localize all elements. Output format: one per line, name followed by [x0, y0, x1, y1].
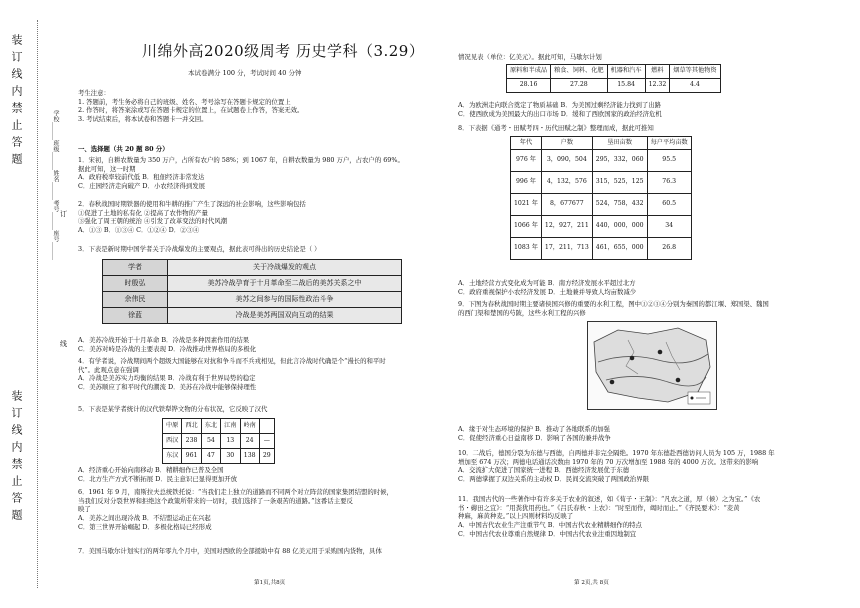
table-header-cell: 原料和半成品: [507, 65, 551, 79]
table-cell: 1066 年: [511, 216, 542, 238]
table-header-cell: 岭南: [240, 419, 259, 434]
table-cell: 3，090，504: [541, 150, 592, 172]
table-cell: 976 年: [511, 150, 542, 172]
table-cell: 29: [259, 449, 274, 464]
q7-table: [506, 64, 721, 93]
q4-options-line: A．冷战是美苏实力均衡的结果 B．冷战有利于世界局势的稳定: [78, 374, 256, 383]
question-7-options: [458, 101, 828, 118]
table-row: [511, 238, 692, 260]
table-cell: 美苏之间参与的国际性政治斗争: [168, 292, 402, 308]
q4-stem-line: 代”。此观点意在强调: [78, 365, 139, 374]
q4-stem-line: 4．有学者说，冷战期间两个超级大国能够在对抗和争斗而不兵戎相见，但此言冷战时代确是个“漫长的和平时: [78, 357, 386, 365]
table-cell: 30: [221, 449, 240, 464]
q6-stem-line: 映了: [78, 505, 91, 514]
q10-stem-line: 10．二战后，德国分裂为东德与西德，自两德并非完全隔绝。1970 年东德赴西德访问人员为 105 万，1988 年: [458, 449, 775, 457]
table-cell: 238: [182, 434, 201, 449]
q11-options-line: A．中国古代农业生产注重节气 B．中国古代农业精耕细作的特点: [458, 520, 642, 529]
question-7-start: 7．美国马歇尔计划实行的两年零九个月中，美国对西欧的全部援助中有 88 亿美元用于采购国内货物，具体: [78, 547, 382, 555]
q1-stem-line: 1．宋初，自耕农数量为 350 万户，占所有农户的 58%；到 1067 年，自耕农数量为 980 万户，占农户的 69%。: [78, 156, 404, 164]
question-5-options: [78, 466, 448, 483]
table-cell: 8，677677: [541, 194, 592, 216]
table-cell: 34: [647, 216, 691, 238]
q2-statement-line: ③强化了周王朝的统治 ④引发了改革变法的时代风潮: [78, 217, 228, 226]
seam-char-line: 线: [60, 340, 67, 348]
question-2: [78, 200, 448, 235]
table-cell: 24: [240, 434, 259, 449]
q5-table: [162, 418, 275, 464]
binding-dotted-line: [37, 20, 38, 588]
table-header-cell: 学者: [103, 260, 168, 276]
table-cell: 138: [240, 449, 259, 464]
note-item: 2. 作答时，将答案涂或写在答题卡规定的位置上，在试题卷上作答，答案无效。: [78, 106, 304, 115]
q1-options-line: C．庄园经济走向破产 D．小农经济得到发展: [78, 181, 206, 190]
table-cell: 54: [201, 434, 220, 449]
q4-options-line: C．美苏顺应了和平时代的潮流 D．美苏在冷战中能够保持理性: [78, 382, 257, 391]
table-cell: 461，655，000: [592, 238, 647, 260]
table-cell: 315，525，125: [592, 172, 647, 194]
table-header-cell: 烟草等其他物资: [670, 65, 720, 79]
q7-options-line: A．为欧洲走向联合奠定了物质基础 B．为美国过剩经济能力找到了出路: [458, 101, 662, 109]
q3-table: [102, 259, 402, 324]
table-header-cell: 机器和汽车: [607, 65, 645, 79]
table-header-cell: 粮食、饲料、化肥: [551, 65, 608, 79]
table-header-cell: 中原: [163, 419, 182, 434]
q11-stem-line: 书・薅田之宜》：“用粪犹用药也。”《吕氏春秋・上农》：“时至而作，竭时而止。”《齐民要术》：“麦黄: [458, 503, 740, 512]
table-header-cell: 户数: [541, 137, 592, 150]
notes-heading: 考生注意：: [78, 89, 110, 97]
q5-options-line: A．经济重心开始向南移动 B．精耕细作已普及全国: [78, 466, 224, 474]
table-cell: 1083 年: [511, 238, 542, 260]
table-cell: 295，332，060: [592, 150, 647, 172]
table-cell: 76.3: [647, 172, 691, 194]
page-number-right: 第 2页,共 8页: [574, 580, 609, 586]
binding-strip-top: [0, 34, 36, 244]
q9-stem-line: 的西门渠和楚国的芍陂，这些水利工程的兴修: [458, 308, 586, 317]
table-cell: 440，000，000: [592, 216, 647, 238]
q10-options-line: A．交流扩大促进了国家统一进程 B．西德经济发展优于东德: [458, 466, 630, 475]
q11-stem-line: 种麻，麻黄种麦。”以上四则材料均反映了: [458, 512, 574, 521]
question-7-cont: 情况见表（单位：亿美元）。据此可知，马歇尔计划: [458, 53, 602, 61]
q11-stem-line: 11．我国古代的一些著作中有许多关于农业的叙述，如《荀子・王制》：“凡农之道，厚（候）之为宝。”《农: [458, 495, 761, 503]
page-right: [452, 0, 844, 608]
q8-options-line: C．政府重视保护小农经济发展 D．土地兼并导致人均亩数减少: [458, 287, 637, 296]
question-11: [458, 495, 828, 538]
table-row: [507, 79, 721, 93]
table-row: [103, 276, 402, 292]
table-row: [511, 150, 692, 172]
table-header-cell: [259, 419, 274, 434]
table-row: [511, 216, 692, 238]
question-9-options: [458, 425, 828, 442]
table-cell: 95.5: [647, 150, 691, 172]
table-cell: 13: [221, 434, 240, 449]
table-cell: 冷战是美苏两国双向互动的结果: [168, 308, 402, 324]
table-header-cell: 西北: [182, 419, 201, 434]
table-header-cell: 垦田亩数: [592, 137, 647, 150]
table-header-cell: 江南: [221, 419, 240, 434]
q5-options-line: C．北方生产方式不断拓展 D．民主意识已显得更加开放: [78, 474, 238, 483]
question-10: [458, 449, 828, 484]
table-cell: 60.5: [647, 194, 691, 216]
table-cell: 徐蓝: [103, 308, 168, 324]
q7-options-line: C．使西欧成为美国最大的出口市场 D．缓和了西欧国家的政治经济危机: [458, 109, 662, 118]
question-6: [78, 488, 448, 531]
table-cell: 美苏冷战孕育于十月革命至二战后的美苏关系之中: [168, 276, 402, 292]
q8-table: [510, 136, 692, 260]
table-cell: 17，211，713: [541, 238, 592, 260]
question-4: [78, 357, 448, 392]
table-cell: 28.16: [507, 79, 551, 93]
table-cell: 15.84: [607, 79, 645, 93]
binding-warning-bottom: 装订线内禁止答题: [10, 390, 23, 526]
q6-stem-line: 6．1961 年 9 月，南斯拉夫总统铁托说：“当我们走上独立的道路而不同两个对立阵营的国家集团结盟的时候，: [78, 488, 393, 496]
table-cell: 4，132，576: [541, 172, 592, 194]
question-1: [78, 156, 448, 191]
question-5-stem: 5．下表是某学者统计的汉代铁犁铧文物的分布状况，它反映了汉代: [78, 405, 268, 413]
section-heading: 一、选择题（共 20 题 80 分）: [78, 145, 169, 153]
question-8-stem: 8．下表据《通考・田赋考四・历代田赋之制》整理而成，据此可推知: [458, 124, 654, 132]
page-number-left: 第1页,共8页: [254, 580, 286, 586]
q6-options-line: C．第三世界开始崛起 D．多极化格局已经形成: [78, 522, 212, 531]
q9-water-projects-map: [587, 321, 717, 410]
table-cell: 26.8: [647, 238, 691, 260]
binding-warning-top: 装订线内禁止答题: [10, 34, 23, 170]
page-left: [72, 0, 448, 608]
q1-stem-line: 据此可知，这一时期: [78, 164, 136, 173]
question-3-options: [78, 336, 448, 353]
table-row: [163, 419, 275, 434]
q2-options-line: A．①③ B．①③④ C．①②④ D．②③④: [78, 225, 200, 234]
question-3-stem: 3．下表是新时期中国学者关于冷战爆发的主要观点，据此表可得出的历史结论是（ ）: [78, 245, 321, 253]
table-row: [103, 308, 402, 324]
table-row: [103, 260, 402, 276]
table-row: [511, 194, 692, 216]
table-header-cell: 燃料: [645, 65, 670, 79]
note-item: 1. 答题前，考生务必将自己的班级、姓名、考号涂写在答题卡规定的位置上: [78, 97, 291, 106]
table-cell: 27.28: [551, 79, 608, 93]
table-header-cell: 关于冷战爆发的观点: [168, 260, 402, 276]
table-cell: 996 年: [511, 172, 542, 194]
table-cell: 时殷弘: [103, 276, 168, 292]
exam-title: 川绵外高2020级周考 历史学科（3.29）: [142, 42, 425, 60]
student-info-fields: 学校______班级______姓名______考号______座号______: [52, 110, 59, 260]
table-row: [511, 172, 692, 194]
table-cell: 12，927，211: [541, 216, 592, 238]
table-header-cell: 东北: [201, 419, 220, 434]
table-header-cell: 年代: [511, 137, 542, 150]
map-illustration: [588, 322, 716, 409]
table-cell: 余伟民: [103, 292, 168, 308]
q3-options-line: C．美苏对峙是冷战的主要表现 D．冷战推动世界格局的多极化: [78, 344, 257, 353]
table-cell: —: [259, 434, 274, 449]
table-cell: 47: [201, 449, 220, 464]
q9-options-line: C．促使经济重心日益南移 D．影响了各国的兼并战争: [458, 433, 611, 442]
q3-options-line: A．美苏冷战开始于十月革命 B．冷战是多种因素作用的结果: [78, 336, 250, 344]
table-row: [103, 292, 402, 308]
table-row: [163, 434, 275, 449]
q6-options-line: A．美苏之间出现冷战 B．不结盟运动正在兴起: [78, 513, 211, 522]
q1-options-line: A．政府税率较前代低 B．租佃经济非常发达: [78, 173, 205, 182]
exam-subtitle: 本试卷满分 100 分，考试时间 40 分钟: [188, 69, 302, 77]
table-row: [511, 137, 692, 150]
table-cell: 12.32: [645, 79, 670, 93]
table-row: [163, 449, 275, 464]
binding-strip-bottom: [0, 390, 36, 595]
table-header-cell: 每户平均亩数: [647, 137, 691, 150]
q9-stem-line: 9．下图为春秋战国时期主要诸侯国兴修的重要的水利工程，图中①②③④分别为秦国的都江堰、郑国渠、魏国: [458, 300, 769, 308]
question-8-options: [458, 279, 828, 296]
seam-char-order: 订: [60, 210, 67, 218]
table-cell: 961: [182, 449, 201, 464]
table-cell: 1021 年: [511, 194, 542, 216]
q9-options-line: A．缘于对生态环境的保护 B．推动了各地联系的加强: [458, 425, 610, 433]
note-item: 3. 考试结束后，将本试卷和答题卡一并交回。: [78, 114, 208, 123]
q11-options-line: C．中国古代农业尊重自然规律 D．中国古代农业注重因地制宜: [458, 529, 637, 538]
table-row: [507, 65, 721, 79]
exam-notes: [78, 89, 438, 124]
q6-stem-line: 当我们反对分裂世界和拒绝这个政策所带来的一切时，我们选择了一条艰苦的道路。”这番话主要反: [78, 496, 353, 505]
table-cell: 西汉: [163, 434, 182, 449]
q10-options-line: C．两德掌握了双边关系的主动权 D．民间交流突破了两国政治界限: [458, 474, 649, 483]
q2-statement-line: ①促进了土地的私有化 ②提高了农作物的产量: [78, 208, 208, 217]
table-cell: 东汉: [163, 449, 182, 464]
table-cell: 4.4: [670, 79, 720, 93]
q2-stem-line: 2．春秋战国时期铁器的使用和牛耕的推广产生了深远的社会影响，这些影响包括: [78, 200, 306, 208]
q8-options-line: A．土地经营方式变化成为可能 B．南方经济发展水平超过北方: [458, 279, 636, 287]
question-9-stem: [458, 300, 828, 317]
q10-stem-line: 增加至 674 万次；两德电话通话次数由 1970 年的 70 万次增加至 1988 年的 4000 万次。这带来的影响: [458, 457, 759, 466]
table-cell: 524，758，432: [592, 194, 647, 216]
